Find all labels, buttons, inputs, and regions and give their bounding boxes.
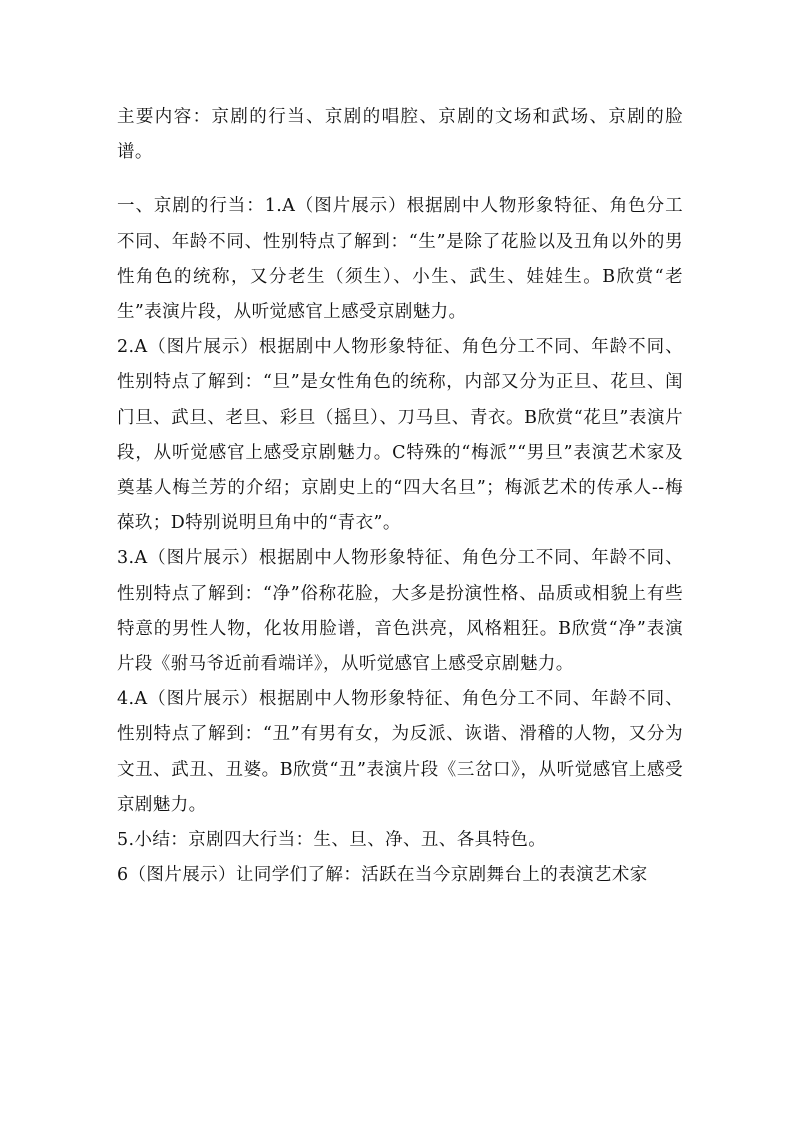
- section-artists-paragraph: 6（图片展示）让同学们了解：活跃在当今京剧舞台上的表演艺术家: [117, 865, 648, 886]
- document-body: [117, 100, 683, 893]
- paragraph-spacer: [117, 170, 683, 189]
- section-sheng-paragraph: 一、京剧的行当：1.A（图片展示）根据剧中人物形象特征、角色分工不同、年龄不同、性别特点了解到：“生”是除了花脸以及丑角以外的男性角色的统称，又分老生（须生）、小生、武生、娃娃生。B欣赏“老生”表演片段，从听觉感官上感受京剧魅力。: [117, 196, 683, 323]
- section-dan-paragraph: 2.A（图片展示）根据剧中人物形象特征、角色分工不同、年龄不同、性别特点了解到：“旦”是女性角色的统称，内部又分为正旦、花旦、闺门旦、武旦、老旦、彩旦（摇旦）、刀马旦、青衣。B欣赏“花旦”表演片段，从听觉感官上感受京剧魅力。C特殊的“梅派”“男旦”表演艺术家及奠基人梅兰芳的介绍；京剧史上的“四大名旦”；梅派艺术的传承人--梅葆玖；D特别说明旦角中的“青衣”。: [117, 337, 683, 534]
- summary-four-roles-paragraph: 5.小结：京剧四大行当：生、旦、净、丑、各具特色。: [117, 830, 547, 851]
- section-chou-paragraph: 4.A（图片展示）根据剧中人物形象特征、角色分工不同、年龄不同、性别特点了解到：“丑”有男有女，为反派、诙谐、滑稽的人物，又分为文丑、武丑、丑婆。B欣赏“丑”表演片段《三岔口》，从听觉感官上感受京剧魅力。: [117, 689, 683, 815]
- summary-paragraph: 主要内容：京剧的行当、京剧的唱腔、京剧的文场和武场、京剧的脸谱。: [117, 107, 683, 163]
- section-jing-paragraph: 3.A（图片展示）根据剧中人物形象特征、角色分工不同、年龄不同、性别特点了解到：“净”俗称花脸，大多是扮演性格、品质或相貌上有些特意的男性人物，化妆用脸谱，音色洪亮，风格粗狂。B欣赏“净”表演片段《驸马爷近前看端详》，从听觉感官上感受京剧魅力。: [117, 548, 683, 675]
